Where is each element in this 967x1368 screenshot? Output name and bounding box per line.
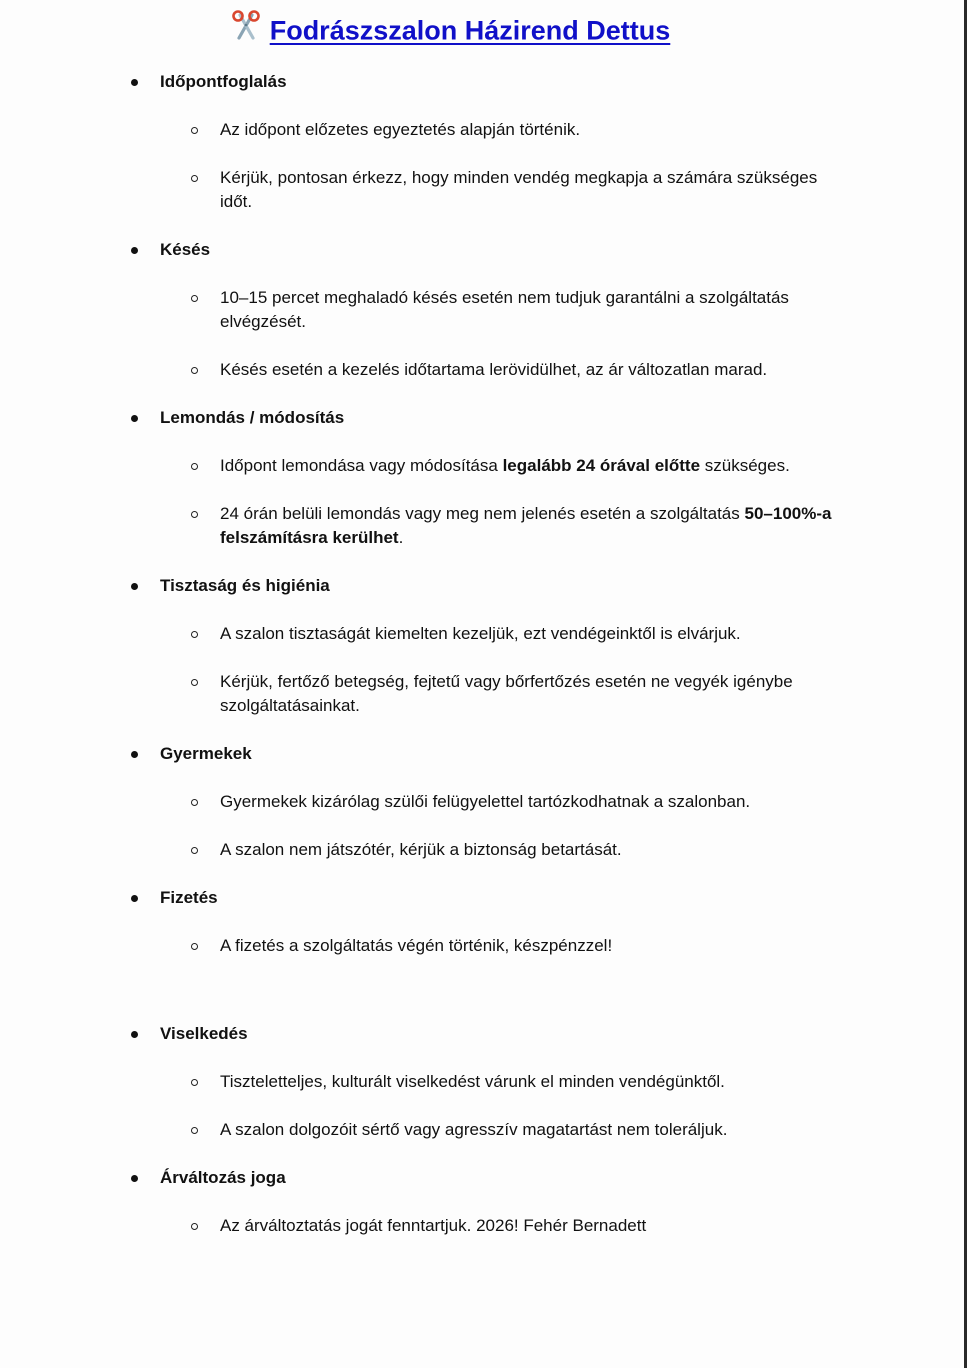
rule-item [0, 1214, 840, 1238]
section-heading-text: Fizetés [160, 888, 218, 907]
rule-item [0, 502, 840, 550]
section-heading [0, 406, 900, 430]
rule-text-emphasis: legalább 24 órával előtte [502, 456, 701, 475]
hollow-bullet-icon [191, 127, 198, 134]
rule-section [0, 742, 900, 862]
document-title-row [0, 12, 900, 53]
rule-item [0, 358, 840, 382]
hollow-bullet-icon [191, 679, 198, 686]
hollow-bullet-icon [191, 1127, 198, 1134]
section-heading-text: Árváltozás joga [160, 1168, 286, 1187]
section-heading-text: Viselkedés [160, 1024, 248, 1043]
rule-text: Késés esetén a kezelés időtartama lerövidülhet, az ár változatlan marad. [220, 360, 768, 379]
filled-bullet-icon [131, 1175, 138, 1182]
rule-text: Kérjük, pontosan érkezz, hogy minden vendég megkapja a számára szükséges időt. [220, 168, 818, 211]
filled-bullet-icon [131, 79, 138, 86]
section-heading-text: Gyermekek [160, 744, 252, 763]
rule-text: A szalon nem játszótér, kérjük a biztonság betartását. [220, 840, 622, 859]
rule-text: Tiszteletteljes, kulturált viselkedést várunk el minden vendégünktől. [220, 1072, 725, 1091]
section-heading-text: Lemondás / módosítás [160, 408, 345, 427]
section-heading [0, 574, 900, 598]
rule-text: A szalon dolgozóit sértő vagy agresszív magatartást nem toleráljuk. [220, 1120, 728, 1139]
hollow-bullet-icon [191, 1223, 198, 1230]
rule-item [0, 934, 840, 958]
rule-section [0, 406, 900, 550]
hollow-bullet-icon [191, 1079, 198, 1086]
filled-bullet-icon [131, 895, 138, 902]
filled-bullet-icon [131, 247, 138, 254]
section-heading-text: Tisztaság és higiénia [160, 576, 330, 595]
rule-section [0, 574, 900, 718]
scissors-icon [230, 9, 262, 50]
rule-text: Kérjük, fertőző betegség, fejtetű vagy bőrfertőzés esetén ne vegyék igénybe szolgáltatásainkat. [220, 672, 793, 715]
rule-text: Az időpont előzetes egyeztetés alapján történik. [220, 120, 581, 139]
hollow-bullet-icon [191, 631, 198, 638]
section-heading [0, 1166, 900, 1190]
hollow-bullet-icon [191, 295, 198, 302]
section-heading [0, 238, 900, 262]
rule-section [0, 70, 900, 214]
rule-text: . [398, 528, 404, 547]
rule-item [0, 1070, 840, 1094]
rule-text: szükséges. [700, 456, 790, 475]
section-heading [0, 886, 900, 910]
section-heading [0, 70, 900, 94]
section-heading [0, 742, 900, 766]
rule-item [0, 670, 840, 718]
rule-item [0, 118, 840, 142]
rule-item [0, 286, 840, 334]
filled-bullet-icon [131, 751, 138, 758]
rule-section [0, 238, 900, 382]
rule-item [0, 454, 840, 478]
rule-item [0, 1118, 840, 1142]
hollow-bullet-icon [191, 367, 198, 374]
rule-text: 10–15 percet meghaladó késés esetén nem tudjuk garantálni a szolgáltatás elvégzését. [220, 288, 789, 331]
rule-item [0, 166, 840, 214]
rule-text-emphasis: 50–100%-a felszámításra kerülhet [220, 504, 832, 547]
hollow-bullet-icon [191, 175, 198, 182]
filled-bullet-icon [131, 583, 138, 590]
filled-bullet-icon [131, 415, 138, 422]
rule-text: Az árváltoztatás jogát fenntartjuk. 2026! Fehér Bernadett [220, 1216, 647, 1235]
rule-section [0, 1022, 900, 1142]
rule-section [0, 1166, 900, 1238]
filled-bullet-icon [131, 1031, 138, 1038]
document-title-link[interactable]: Fodrászszalon Házirend Dettus [269, 15, 671, 46]
section-heading-text: Késés [160, 240, 211, 259]
rule-text: Gyermekek kizárólag szülői felügyelettel tartózkodhatnak a szalonban. [220, 792, 751, 811]
hollow-bullet-icon [191, 799, 198, 806]
rule-text: A szalon tisztaságát kiemelten kezeljük, ezt vendégeinktől is elvárjuk. [220, 624, 741, 643]
section-heading [0, 1022, 900, 1046]
hollow-bullet-icon [191, 847, 198, 854]
rule-text: Időpont lemondása vagy módosítása [220, 456, 503, 475]
rule-section [0, 886, 900, 1022]
house-rules-list [0, 70, 900, 1262]
hollow-bullet-icon [191, 511, 198, 518]
hollow-bullet-icon [191, 463, 198, 470]
rule-item [0, 622, 840, 646]
blank-line [0, 982, 900, 1022]
hollow-bullet-icon [191, 943, 198, 950]
section-heading-text: Időpontfoglalás [160, 72, 287, 91]
rule-item [0, 838, 840, 862]
rule-item [0, 790, 840, 814]
rule-text: A fizetés a szolgáltatás végén történik, készpénzzel! [220, 936, 613, 955]
rule-text: 24 órán belüli lemondás vagy meg nem jelenés esetén a szolgáltatás [220, 504, 745, 523]
